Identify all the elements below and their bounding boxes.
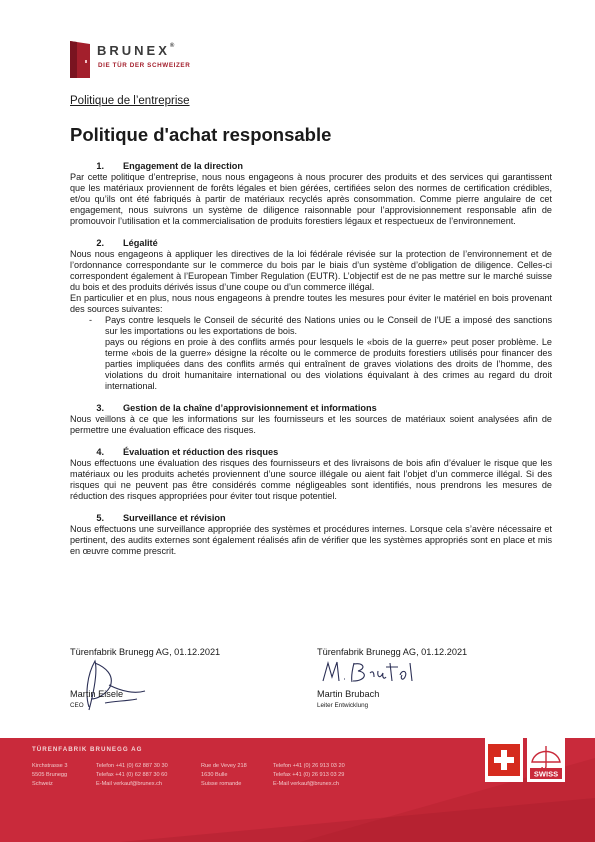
section-2-heading: 2. Légalité <box>96 238 158 248</box>
door-logo-icon <box>70 41 90 78</box>
footer-company-name: TÜRENFABRIK BRUNEGG AG <box>32 746 143 753</box>
list-item-continuation: pays ou régions en proie à des conflits armés pour lesquels le «bois de la guerre» peut poser problème. Le terme «bois de la guerre» désigne la récolte ou le commerce de produits forestiers utilisés pour financer des parties impliquées dans des conflits armés qui entraînent de graves violations des droits de l’homme, des violations du droit humanitaire international ou des violations équivalant à des crimes au regard du droit international. <box>105 337 552 391</box>
section-1-heading: 1. Engagement de la direction <box>96 161 243 171</box>
section-4-text: Nous effectuons une évaluation des risques des fournisseurs et des livraisons de bois afin d’évaluer le risque que les matériaux ou les produits achetés proviennent d’une source illégale ou aient fait l’objet d’un commerce illégal. Si des risques qui ne peuvent pas être considérés comme négligeables sont identifiés, nous prendrons les mesures de réduction des risques appropriées pour éviter tout risque potentiel. <box>70 458 552 501</box>
section-3-text: Nous veillons à ce que les informations sur les fournisseurs et les sources de matériaux soient analysées afin de permettre une évaluation efficace des risques. <box>70 414 552 435</box>
section-1-text: Par cette politique d’entreprise, nous nous engageons à nous procurer des produits et des services qui garantissent que les matériaux proviennent de forêts légales et bien gérées, certifiées selon des normes de certification crédibles, et/ou qu’ils ont été fabriqués à partir de matériaux recyclés après consommation. Comme pierre angulaire de cet engagement, nous suivrons un système de diligence raisonnable pour l’approvisionnement responsable afin de promouvoir l’utilisation et la commercialisation de produits forestiers légaux et respectueux de l’environnement. <box>70 172 552 226</box>
footer-contact-2: Telefon +41 (0) 26 913 03 20 Telefax +41 (0) 26 913 03 29 E-Mail verkauf@brunex.ch <box>273 763 345 787</box>
section-2-text-2: En particulier et en plus, nous nous engageons à prendre toutes les mesures pour éviter le matériel en bois provenant des sources suivantes: <box>70 293 552 314</box>
signature-place-date-left: Türenfabrik Brunegg AG, 01.12.2021 <box>70 647 221 657</box>
logo-tagline: DIE TÜR DER SCHWEIZER <box>98 62 191 69</box>
signatory-name-right: Martin Brubach <box>317 689 380 699</box>
handwritten-signature-left <box>75 655 155 715</box>
swiss-cross-icon <box>485 738 523 782</box>
page-title: Politique d'achat responsable <box>70 124 332 145</box>
signatory-role-left: CEO <box>70 702 84 709</box>
section-2-text-1: Nous nous engageons à appliquer les directives de la loi fédérale révisée sur la protection de l’environnement et de l’ordonnance correspondante sur le commerce du bois par le biais d’un système d’obligation de diligence. Celles-ci correspondent également à l’European Timber Regulation (EUTR). L’objectif est de ne pas mettre sur le marché suisse du bois et des produits dérivés issus d’une coupe ou d’un commerce illégal. <box>70 249 552 292</box>
swiss-label-icon <box>527 738 565 782</box>
logo-wordmark: BRUNEX® <box>97 43 175 58</box>
section-5-text: Nous effectuons une surveillance appropriée des systèmes et procédures internes. Lorsque cela s’avère nécessaire et pertinent, des audits externes sont également réalisés afin de vérifier que les systèmes appropriés sont en place et mis en œuvre comme prescrit. <box>70 524 552 556</box>
footer-address-1: Kirchstrasse 3 5505 Brunegg Schweiz <box>32 763 68 787</box>
handwritten-signature-right <box>320 659 430 685</box>
section-5-heading: 5. Surveillance et révision <box>96 513 226 523</box>
document-body <box>70 161 552 557</box>
footer-contact-1: Telefon +41 (0) 62 887 30 30 Telefax +41 (0) 62 887 30 60 E-Mail verkauf@brunex.ch <box>96 763 168 787</box>
footer-address-2: Rue de Vevey 218 1630 Bulle Suisse romande <box>201 763 247 787</box>
signatory-name-left: Martin Eisele <box>70 689 124 699</box>
section-label: Politique de l’entreprise <box>70 95 190 107</box>
footer <box>0 738 595 842</box>
swiss-label-text: SWISS <box>533 769 559 779</box>
signatory-role-right: Leiter Entwicklung <box>317 702 369 709</box>
section-3-heading: 3. Gestion de la chaîne d’approvisionnement et informations <box>96 403 377 413</box>
signature-place-date-right: Türenfabrik Brunegg AG, 01.12.2021 <box>317 647 468 657</box>
section-4-heading: 4. Évaluation et réduction des risques <box>96 447 279 457</box>
list-item: - Pays contre lesquels le Conseil de sécurité des Nations unies ou le Conseil de l’UE a imposé des sanctions sur les importations ou les exportations de bois. <box>89 315 552 336</box>
